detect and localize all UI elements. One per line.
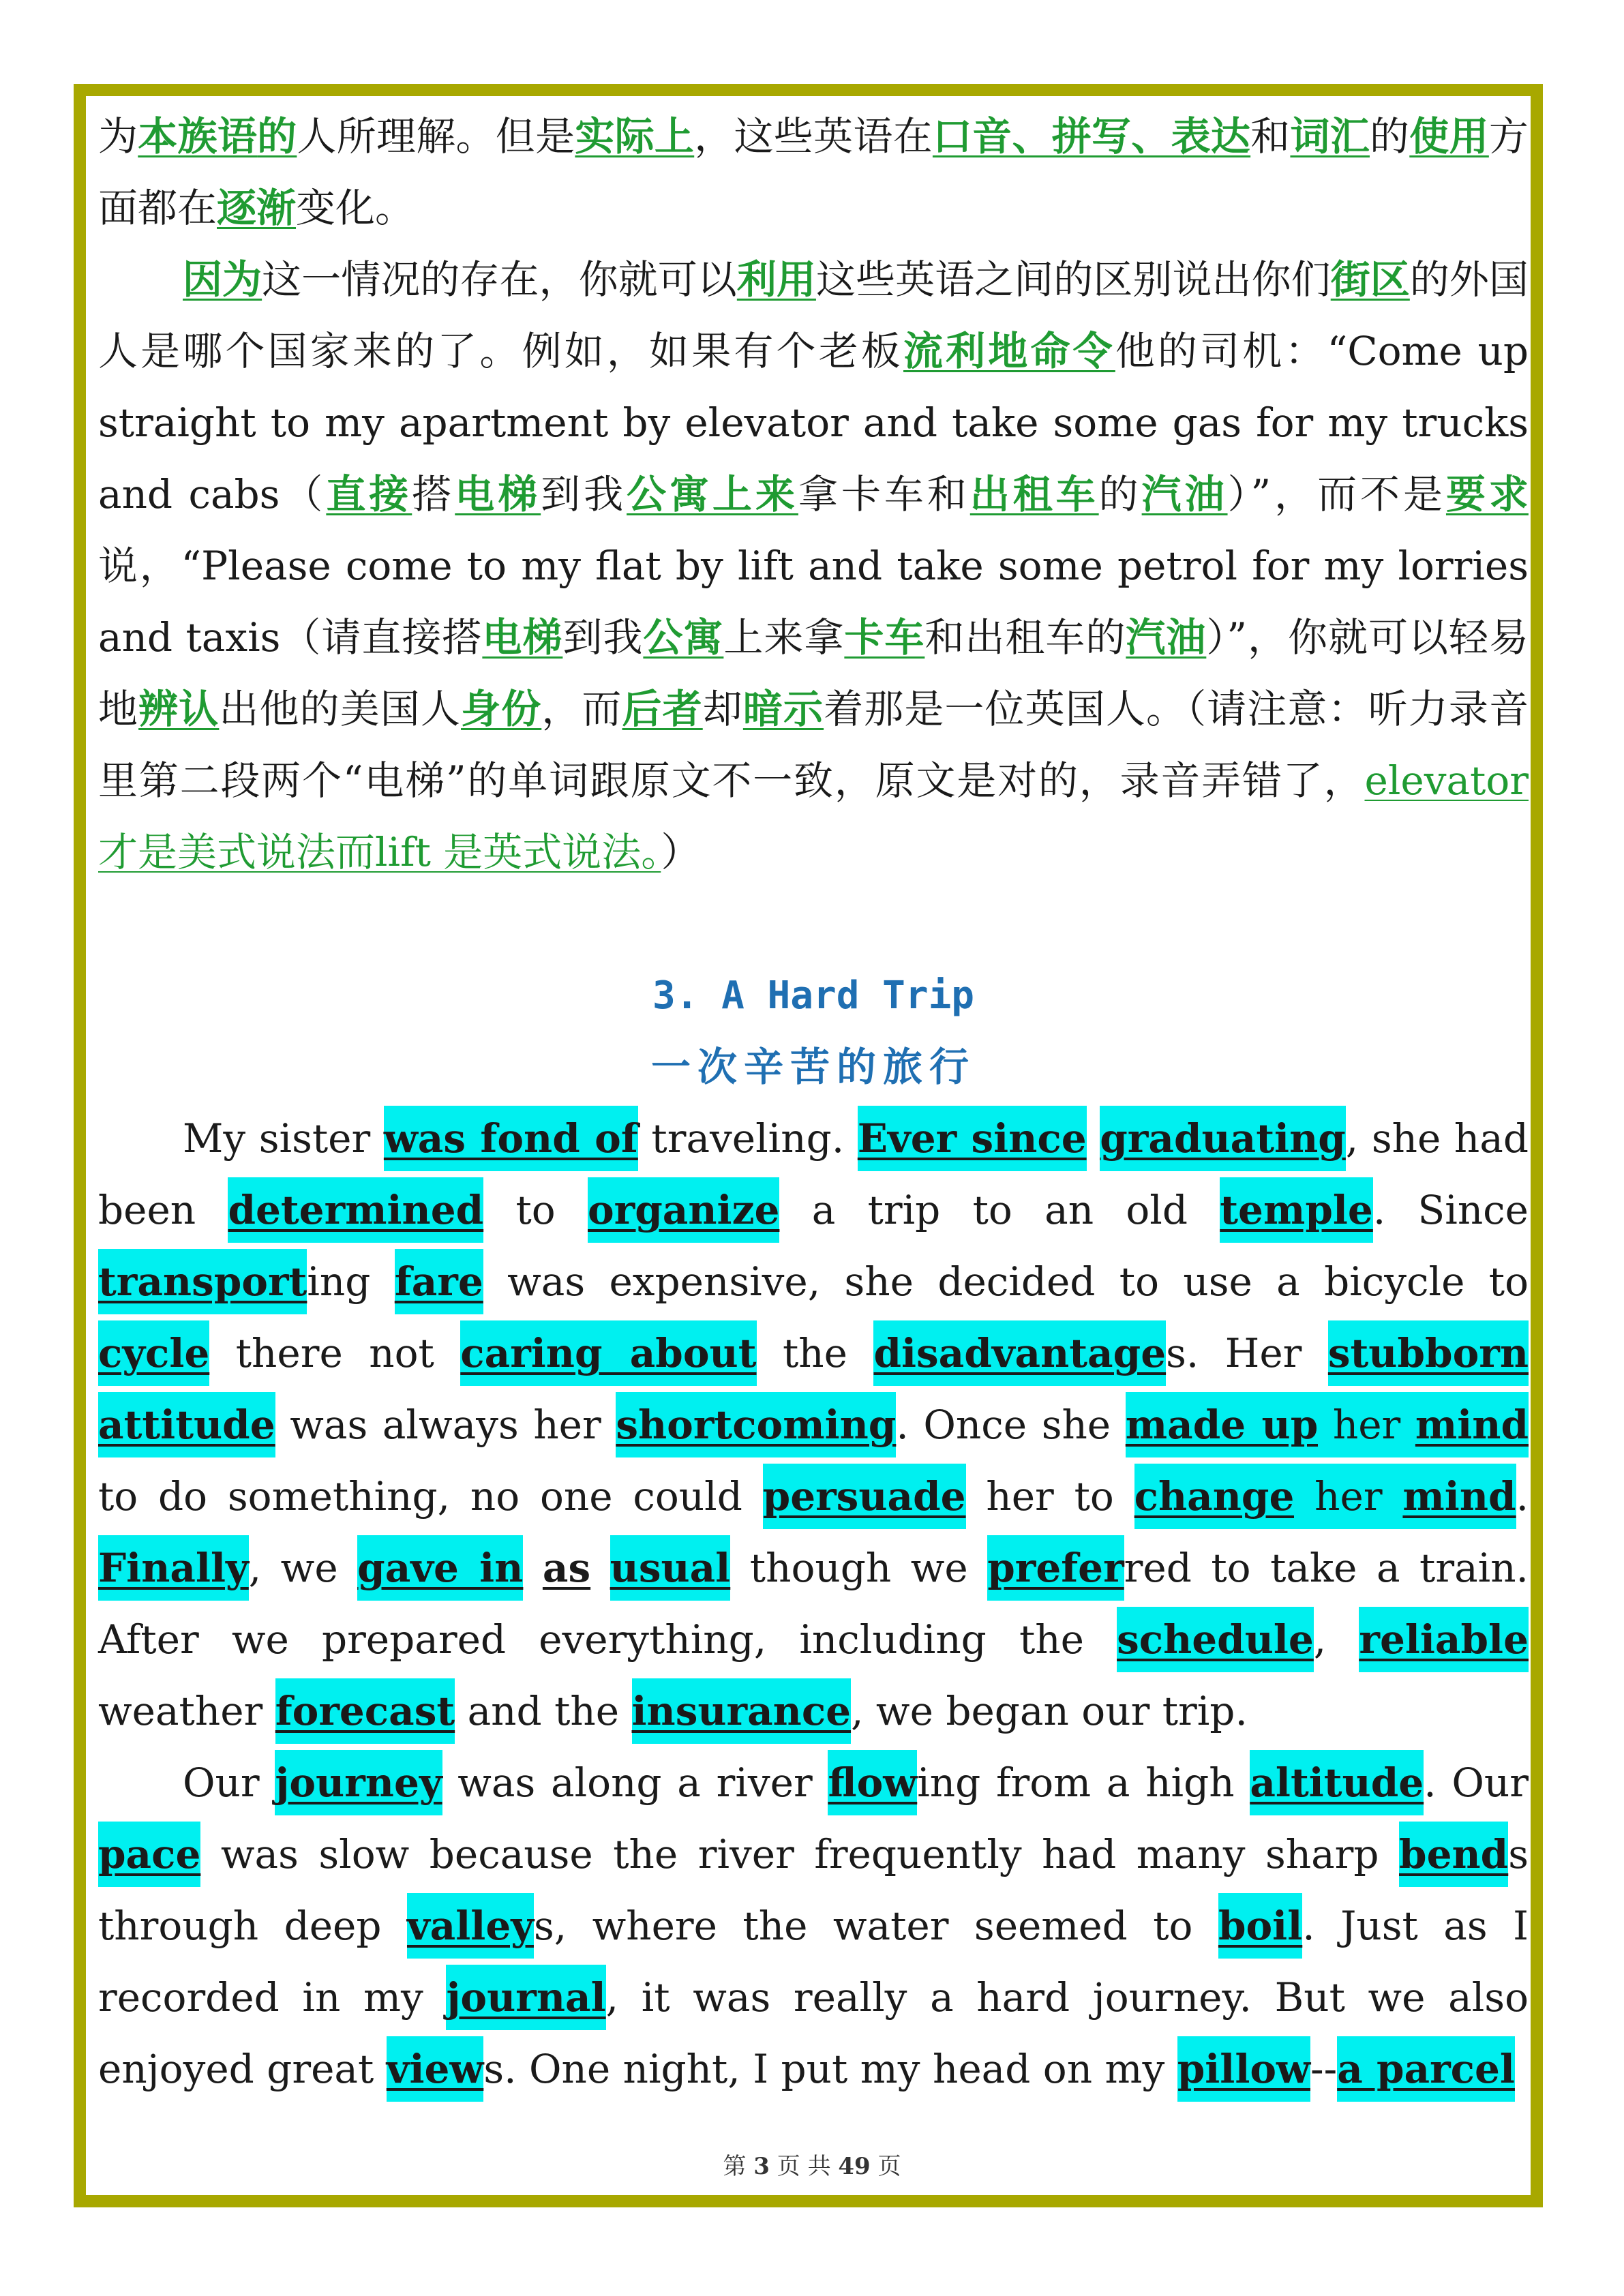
text-run: 说，“Please come to my flat by lift and take some petrol for my lorries and taxis（请直接搭 — [98, 543, 1529, 661]
text-run: ，这些英语在 — [694, 113, 933, 160]
paragraph-1 — [98, 101, 1529, 244]
text-run: My sister — [183, 1115, 384, 1162]
page-number: 3 — [753, 2153, 770, 2180]
paragraph-4 — [98, 1747, 1529, 2105]
keyword: 汽油 — [1126, 614, 1207, 661]
text-run: . Just as I recorded in my — [98, 1903, 1529, 2021]
highlighted-gap: her — [1294, 1464, 1402, 1529]
highlighted-word: journal — [446, 1965, 605, 2030]
text-run: ，而 — [541, 686, 622, 732]
text-run: , she had been — [98, 1115, 1529, 1233]
text-run: 这一情况的存在，你就可以 — [262, 256, 737, 303]
text-run: . Since — [1372, 1187, 1529, 1233]
text-run: 拿卡车和 — [798, 471, 970, 517]
spacer — [98, 888, 1529, 960]
text-run: 出他的美国人 — [219, 686, 462, 732]
keyword: 电梯 — [455, 471, 541, 517]
document-body — [98, 101, 1529, 2105]
keyword: 本族语 — [138, 113, 258, 160]
text-run: was always her — [275, 1402, 616, 1448]
text-run: s. One night, I put my head on my — [483, 2046, 1177, 2092]
keyword: 流利地命令 — [903, 328, 1115, 374]
keyword: 逐渐 — [217, 185, 297, 231]
highlighted-word: Ever since — [858, 1106, 1087, 1171]
highlighted-word: pillow — [1177, 2036, 1310, 2102]
highlighted-word: valley — [407, 1893, 534, 1959]
highlighted-word: attitude — [98, 1392, 275, 1457]
text-run: though we — [730, 1545, 988, 1591]
keyword: 直接 — [326, 471, 412, 517]
text-run — [1087, 1115, 1100, 1162]
text-run: , it was really a hard journey. But we also enjoyed great — [98, 1974, 1529, 2092]
keyword: 口音、拼写、表达 — [932, 113, 1251, 160]
text-run: . — [1516, 1473, 1529, 1520]
highlighted-word: schedule — [1117, 1607, 1314, 1672]
keyword: 公寓 — [643, 614, 724, 661]
text-run: ing — [307, 1258, 395, 1305]
highlighted-word: flow — [828, 1750, 917, 1815]
keyword: 的 — [257, 113, 297, 160]
text-run: 方面都在 — [98, 113, 1529, 231]
highlighted-word: made up — [1126, 1392, 1319, 1457]
highlighted-word: was fond of — [384, 1106, 638, 1171]
text-run: 这些英语之间的区别说出你们 — [815, 256, 1331, 303]
highlighted-word: bend — [1399, 1822, 1508, 1887]
text-run: 搭 — [412, 471, 455, 517]
highlighted-word: transport — [98, 1249, 307, 1314]
highlighted-word: Finally — [98, 1535, 249, 1601]
highlighted-word: mind — [1402, 1464, 1516, 1529]
text-run: ） — [661, 829, 701, 875]
highlighted-word: prefer — [987, 1535, 1124, 1601]
text-run: the — [756, 1330, 874, 1376]
page-total: 49 — [838, 2153, 871, 2180]
text-run: 他的司机： — [1115, 328, 1327, 374]
keyword: 因为 — [183, 256, 262, 303]
keyword: 实际上 — [575, 113, 695, 160]
text-run: 变化。 — [296, 185, 415, 231]
text-run: there not — [209, 1330, 461, 1376]
highlighted-word: stubborn — [1328, 1320, 1529, 1386]
text-run: s, where the water seemed to — [533, 1903, 1218, 1949]
highlighted-word: persuade — [763, 1464, 966, 1529]
text-run: ）”，而不是 — [1227, 471, 1446, 517]
highlighted-word: organize — [588, 1177, 779, 1243]
highlighted-word: graduating — [1100, 1106, 1346, 1171]
keyword: 后者 — [622, 686, 703, 732]
highlighted-word: caring about — [460, 1320, 756, 1386]
keyword: 身份 — [461, 686, 542, 732]
text-run: to — [483, 1187, 588, 1233]
highlighted-word: shortcoming — [616, 1392, 896, 1457]
text-run: to do something, no one could — [98, 1473, 763, 1520]
footer-middle: 页 共 — [777, 2153, 831, 2180]
highlighted-word: pace — [98, 1822, 200, 1887]
highlighted-gap: her — [1318, 1392, 1415, 1457]
highlighted-word: gave in — [357, 1535, 523, 1601]
text-run: a trip to an old — [779, 1187, 1220, 1233]
text-run: 的 — [1370, 113, 1410, 160]
keyword: 使用 — [1409, 113, 1489, 160]
keyword: 要求 — [1445, 471, 1529, 517]
keyword: 暗示 — [742, 686, 824, 732]
page-footer — [0, 2147, 1624, 2181]
keyword: 出租车 — [969, 471, 1099, 517]
text-run: , — [1313, 1616, 1359, 1663]
paragraph-3 — [98, 1103, 1529, 1747]
highlighted-word: fare — [395, 1249, 483, 1314]
text-run: -- — [1310, 2046, 1338, 2092]
highlighted-word: temple — [1220, 1177, 1373, 1243]
keyword: 汽油 — [1141, 471, 1228, 517]
highlighted-word: usual — [610, 1535, 731, 1601]
text-run: “Come up straight to my apartment by elevator and take some gas for my trucks and cabs（ — [98, 328, 1529, 517]
highlighted-word: view — [387, 2036, 484, 2102]
highlighted-word: boil — [1218, 1893, 1302, 1959]
text-run: 着那是一位英国人。（请注意：听力录音里第二段两个“电梯”的单词跟原文不一致，原文是对的，录音弄错了， — [98, 686, 1529, 804]
text-run: . Once she — [896, 1402, 1126, 1448]
text-run: weather — [98, 1688, 275, 1734]
text-run: 为 — [98, 113, 138, 160]
keyword: 卡车 — [844, 614, 925, 661]
text-run: ing from a high — [917, 1759, 1250, 1806]
text-run: 上来拿 — [723, 614, 845, 661]
highlighted-word: journey — [275, 1750, 442, 1815]
text-run: 的 — [1098, 471, 1142, 517]
text-run: and the — [455, 1688, 632, 1734]
text-run: her to — [965, 1473, 1134, 1520]
text-run: red to take a train. After we prepared everything, including the — [98, 1545, 1529, 1663]
text-run: , we — [248, 1545, 358, 1591]
footer-suffix: 页 — [877, 2153, 901, 2180]
text-run: ）”，你就可以轻易地 — [98, 614, 1529, 732]
highlighted-word: reliable — [1359, 1607, 1529, 1672]
text-run: 和出租车的 — [924, 614, 1126, 661]
text-run: s. Her — [1166, 1330, 1328, 1376]
underlined-word: as — [542, 1545, 591, 1591]
keyword: 街区 — [1330, 256, 1410, 303]
paragraph-2 — [98, 244, 1529, 888]
section-title-chinese: 一次辛苦的旅行 — [650, 1044, 976, 1090]
text-run: was along a river — [442, 1759, 828, 1806]
highlighted-word: change — [1134, 1464, 1295, 1529]
keyword: 电梯 — [482, 614, 563, 661]
text-run: . Our — [1424, 1759, 1529, 1806]
text-run: 的外国人是哪个国家来的了。例如，如果有个老板 — [98, 256, 1529, 374]
text-run — [590, 1545, 610, 1591]
keyword: 辨认 — [138, 686, 220, 732]
highlighted-word: insurance — [632, 1678, 852, 1744]
text-run: was expensive, she decided to use a bicycle to — [483, 1258, 1529, 1305]
keyword: 词汇 — [1290, 113, 1370, 160]
text-run: 到我 — [541, 471, 627, 517]
text-run: Our — [183, 1759, 275, 1806]
highlighted-word: forecast — [275, 1678, 455, 1744]
text-run: 到我 — [562, 614, 644, 661]
highlighted-word: disadvantage — [873, 1320, 1166, 1386]
highlighted-word: mind — [1415, 1392, 1529, 1457]
highlighted-word: determined — [228, 1177, 483, 1243]
highlighted-word: a parcel — [1337, 2036, 1515, 2102]
section-title: 3. A Hard Trip — [652, 973, 974, 1018]
text-run: 和 — [1250, 113, 1291, 160]
text-run: was slow because the river frequently had many sharp — [200, 1831, 1400, 1877]
footer-prefix: 第 — [723, 2153, 747, 2180]
keyword: 利用 — [736, 256, 816, 303]
text-run: traveling. — [637, 1115, 858, 1162]
highlighted-word: altitude — [1250, 1750, 1424, 1815]
text-run: 却 — [702, 686, 743, 732]
text-run: s through deep — [98, 1831, 1529, 1949]
text-run: , we began our trip. — [851, 1688, 1248, 1734]
keyword: 公寓上来 — [627, 471, 798, 517]
text-run — [523, 1545, 543, 1591]
highlighted-word: cycle — [98, 1320, 209, 1386]
text-run: 人所理解。但是 — [297, 113, 575, 160]
note-text: elevator 才是美式说法而lift 是英式说法。 — [98, 757, 1529, 875]
